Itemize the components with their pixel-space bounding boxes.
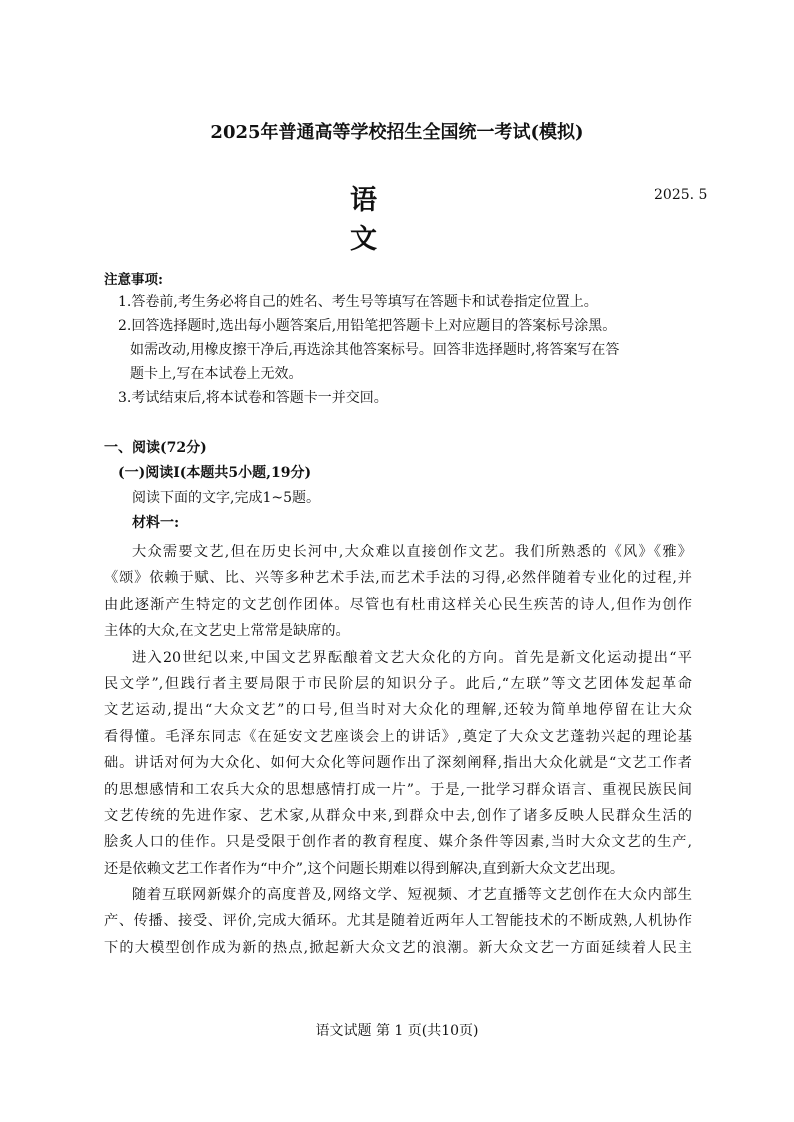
notice-item-1: 1.答卷前,考生务必将自己的姓名、考生号等填写在答题卡和试卷指定位置上。 <box>118 294 598 310</box>
paragraph-line: 进入20世纪以来,中国文艺界酝酿着文艺大众化的方向。首先是新文化运动提出“平 <box>132 649 692 666</box>
reading-passage <box>104 539 692 961</box>
paragraph-line: 《颂》依赖于赋、比、兴等多种艺术手法,而艺术手法的习得,必然伴随着专业化的过程,并 <box>104 570 692 587</box>
notice-item-2: 2.回答选择题时,选出每小题答案后,用铅笔把答题卡上对应题目的答案标号涂黑。 <box>118 318 617 334</box>
paragraph-line: 文艺运动,提出“大众文艺”的口号,但当时对大众化的理解,还较为简单地停留在让大众 <box>104 702 692 719</box>
paragraph-line: 看得懂。毛泽东同志《在延安文艺座谈会上的讲话》,奠定了大众文艺蓬勃兴起的理论基 <box>104 728 692 745</box>
page-footer: 语文试题 第 1 页(共10页) <box>315 1023 479 1039</box>
exam-date: 2025. 5 <box>654 187 708 203</box>
paragraph-line: 主体的大众,在文艺史上常常是缺席的。 <box>104 623 350 640</box>
section-instruction: 阅读下面的文字,完成1~5题。 <box>132 490 320 506</box>
paragraph-line: 民文学”,但践行者主要局限于市民阶层的知识分子。此后,“左联”等文艺团体发起革命 <box>104 675 692 692</box>
paragraph-line: 的思想感情和工农兵大众的思想感情打成一片”。于是,一批学习群众语言、重视民族民间 <box>104 781 692 798</box>
notice-item-2-cont: 题卡上,写在本试卷上无效。 <box>130 366 303 382</box>
paragraph-line: 由此逐渐产生特定的文艺创作团体。尽管也有杜甫这样关心民生疾苦的诗人,但作为创作 <box>104 596 692 613</box>
material-label: 材料一: <box>132 515 180 531</box>
paragraph-line: 下的大模型创作成为新的热点,掀起新大众文艺的浪潮。新大众文艺一方面延续着人民主 <box>104 939 692 956</box>
paragraph-line: 础。讲话对何为大众化、如何大众化等问题作出了深刻阐释,指出大众化就是“文艺工作者 <box>104 755 692 772</box>
notice-heading: 注意事项: <box>104 272 163 288</box>
paragraph-line: 产、传播、接受、评价,完成大循环。尤其是随着近两年人工智能技术的不断成熟,人机协作 <box>104 913 692 930</box>
paragraph-line: 脍炙人口的佳作。只是受限于创作者的教育程度、媒介条件等因素,当时大众文艺的生产, <box>104 834 692 851</box>
section-subtitle: (一)阅读Ⅰ(本题共5小题,19分) <box>118 465 312 481</box>
paragraph <box>104 539 692 645</box>
paragraph-line: 随着互联网新媒介的高度普及,网络文学、短视频、才艺直播等文艺创作在大众内部生 <box>132 887 692 904</box>
subject-title: 语文 <box>350 185 403 255</box>
section-title: 一、阅读(72分) <box>104 440 207 456</box>
paragraph <box>104 645 692 883</box>
paragraph-line: 还是依赖文艺工作者作为“中介”,这个问题长期难以得到解决,直到新大众文艺出现。 <box>104 860 625 877</box>
exam-title: 2025年普通高等学校招生全国统一考试(模拟) <box>210 122 584 143</box>
notice-item-2-cont: 如需改动,用橡皮擦干净后,再选涂其他答案标号。回答非选择题时,将答案写在答 <box>130 342 620 358</box>
paragraph-line: 大众需要文艺,但在历史长河中,大众难以直接创作文艺。我们所熟悉的《风》《雅》 <box>132 544 692 560</box>
paragraph <box>104 882 692 961</box>
paragraph-line: 文艺传统的先进作家、艺术家,从群众中来,到群众中去,创作了诸多反映人民群众生活的 <box>104 807 692 824</box>
notice-item-3: 3.考试结束后,将本试卷和答题卡一并交回。 <box>118 390 388 406</box>
